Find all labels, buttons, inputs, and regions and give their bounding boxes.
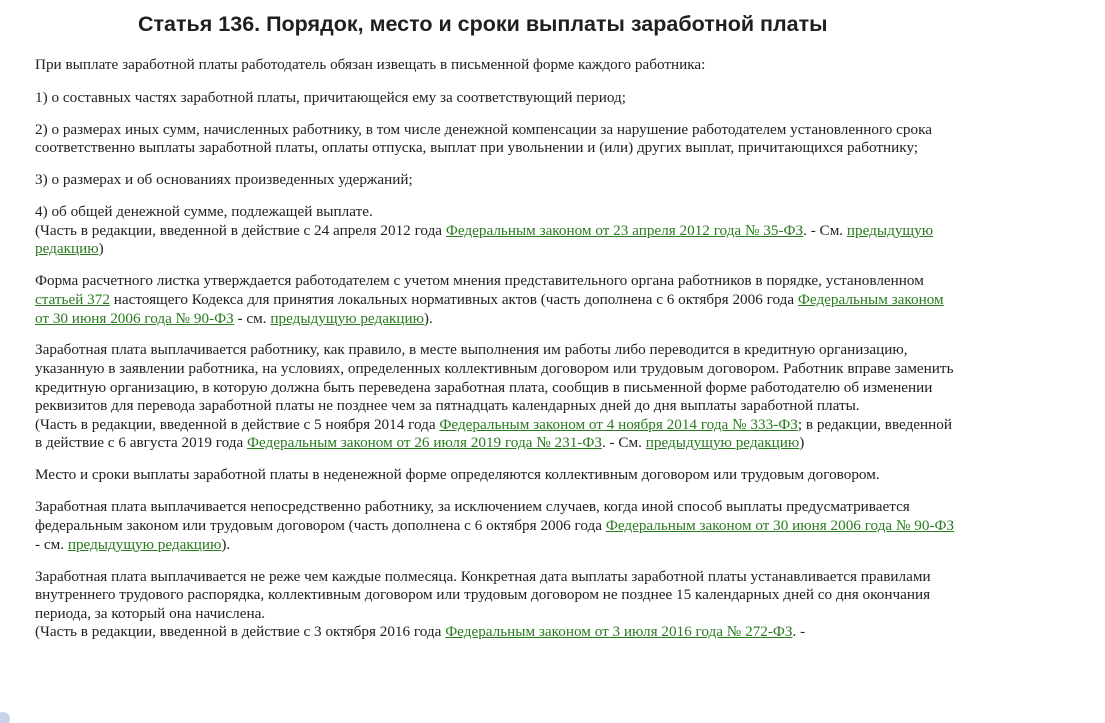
edition-note-part-3: . - См. bbox=[601, 434, 646, 452]
edition-note-part-1: (Часть в редакции, введенной в действие с 5 ноября 2014 года bbox=[35, 415, 440, 433]
paragraph-item-4 bbox=[35, 203, 955, 259]
edition-note-part-2: ; в редакции, введенной в действие с 6 августа 2019 года bbox=[35, 415, 953, 452]
paragraph-item-2: 2) о размерах иных сумм, начисленных работнику, в том числе денежной компенсации за нарушение работодателем установленного срока соответственно выплаты заработной платы, оплаты отпуска, выплат при увольнении и (или) других выплат, причитающихся работнику; bbox=[35, 120, 932, 157]
article-body bbox=[35, 56, 955, 655]
edition-note bbox=[35, 416, 955, 453]
edition-note-mid: . - См. bbox=[803, 221, 847, 239]
law-link-272fz[interactable]: Федеральным законом от 3 июля 2016 года № 272-ФЗ bbox=[445, 623, 793, 641]
payslip-text-4: ). bbox=[423, 309, 433, 327]
previous-edition-link[interactable]: предыдущую редакцию bbox=[270, 309, 424, 327]
payment-frequency-text: Заработная плата выплачивается не реже чем каждые полмесяца. Конкретная дата выплаты заработной платы устанавливается правилами внутреннего трудового распорядка, коллективным договором или трудовым договором не позднее 15 календарных дней со дня окончания периода, за который она начислена. bbox=[35, 567, 931, 622]
law-link-231fz[interactable]: Федеральным законом от 26 июля 2019 года № 231-ФЗ bbox=[247, 434, 602, 452]
edition-note-suffix: ) bbox=[98, 240, 104, 258]
paragraph-intro: При выплате заработной платы работодатель обязан извещать в письменной форме каждого работника: bbox=[35, 56, 706, 73]
article-372-link[interactable]: статьей 372 bbox=[35, 290, 110, 308]
scroll-indicator-dot bbox=[0, 712, 10, 723]
edition-note-prefix: (Часть в редакции, введенной в действие с 24 апреля 2012 года bbox=[35, 221, 446, 239]
previous-edition-link[interactable]: предыдущую редакцию bbox=[35, 221, 934, 258]
paragraph-payment-place bbox=[35, 341, 955, 453]
paragraph-item-4-text: 4) об общей денежной сумме, подлежащей выплате. bbox=[35, 203, 373, 221]
payment-place-text: Заработная плата выплачивается работнику, как правило, в месте выполнения им работы либо переводится в кредитную организацию, указанную в заявлении работника, на условиях, определенных коллективным договором или трудовым договором. Работник вправе заменить кредитную организацию, в которую должна быть переведена заработная плата, сообщив в письменной форме работодателю об изменении реквизитов для перевода заработной платы не позднее чем за пятнадцать календарных дней до дня выплаты заработной платы. bbox=[35, 341, 954, 415]
payslip-text-2: настоящего Кодекса для принятия локальных нормативных актов (часть дополнена с 6 октября 2006 года bbox=[109, 290, 798, 308]
edition-note bbox=[35, 623, 955, 642]
direct-payment-text-2: - см. bbox=[35, 535, 68, 553]
paragraph-item-1: 1) о составных частях заработной платы, причитающейся ему за соответствующий период; bbox=[35, 88, 626, 106]
paragraph-non-monetary: Место и сроки выплаты заработной платы в неденежной форме определяются коллективным договором или трудовым договором. bbox=[35, 466, 880, 484]
law-link-35fz[interactable]: Федеральным законом от 23 апреля 2012 года № 35-ФЗ bbox=[445, 221, 804, 239]
paragraph-item-3: 3) о размерах и об основаниях произведенных удержаний; bbox=[35, 171, 413, 189]
paragraph-payment-frequency bbox=[35, 568, 955, 642]
previous-edition-link[interactable]: предыдущую редакцию bbox=[67, 535, 222, 553]
edition-note-part-1: (Часть в редакции, введенной в действие с 3 октября 2016 года bbox=[35, 623, 446, 641]
law-link-90fz[interactable]: Федеральным законом от 30 июня 2006 года № 90-ФЗ bbox=[605, 517, 955, 535]
law-link-333fz[interactable]: Федеральным законом от 4 ноября 2014 года № 333-ФЗ bbox=[439, 415, 798, 433]
previous-edition-link[interactable]: предыдущую редакцию bbox=[645, 434, 800, 452]
edition-note-part-4: ) bbox=[799, 434, 805, 452]
article-title: Статья 136. Порядок, место и сроки выплаты заработной платы bbox=[138, 12, 828, 36]
paragraph-direct-payment bbox=[35, 498, 955, 554]
law-link-90fz[interactable]: Федеральным законом от 30 июня 2006 года № 90-ФЗ bbox=[35, 290, 944, 327]
edition-note-part-2: . - bbox=[792, 623, 806, 641]
payslip-text-3: - см. bbox=[233, 309, 271, 327]
paragraph-payslip-form bbox=[35, 272, 955, 328]
direct-payment-text: Заработная плата выплачивается непосредственно работнику, за исключением случаев, когда иной способ выплаты предусматривается федеральным законом или трудовым договором (часть дополнена с 6 октября 2006 года bbox=[35, 498, 910, 535]
edition-note bbox=[35, 222, 955, 259]
payslip-text-1: Форма расчетного листка утверждается работодателем с учетом мнения представительного органа работников в порядке, установленном bbox=[35, 272, 924, 290]
direct-payment-text-3: ). bbox=[221, 535, 231, 553]
